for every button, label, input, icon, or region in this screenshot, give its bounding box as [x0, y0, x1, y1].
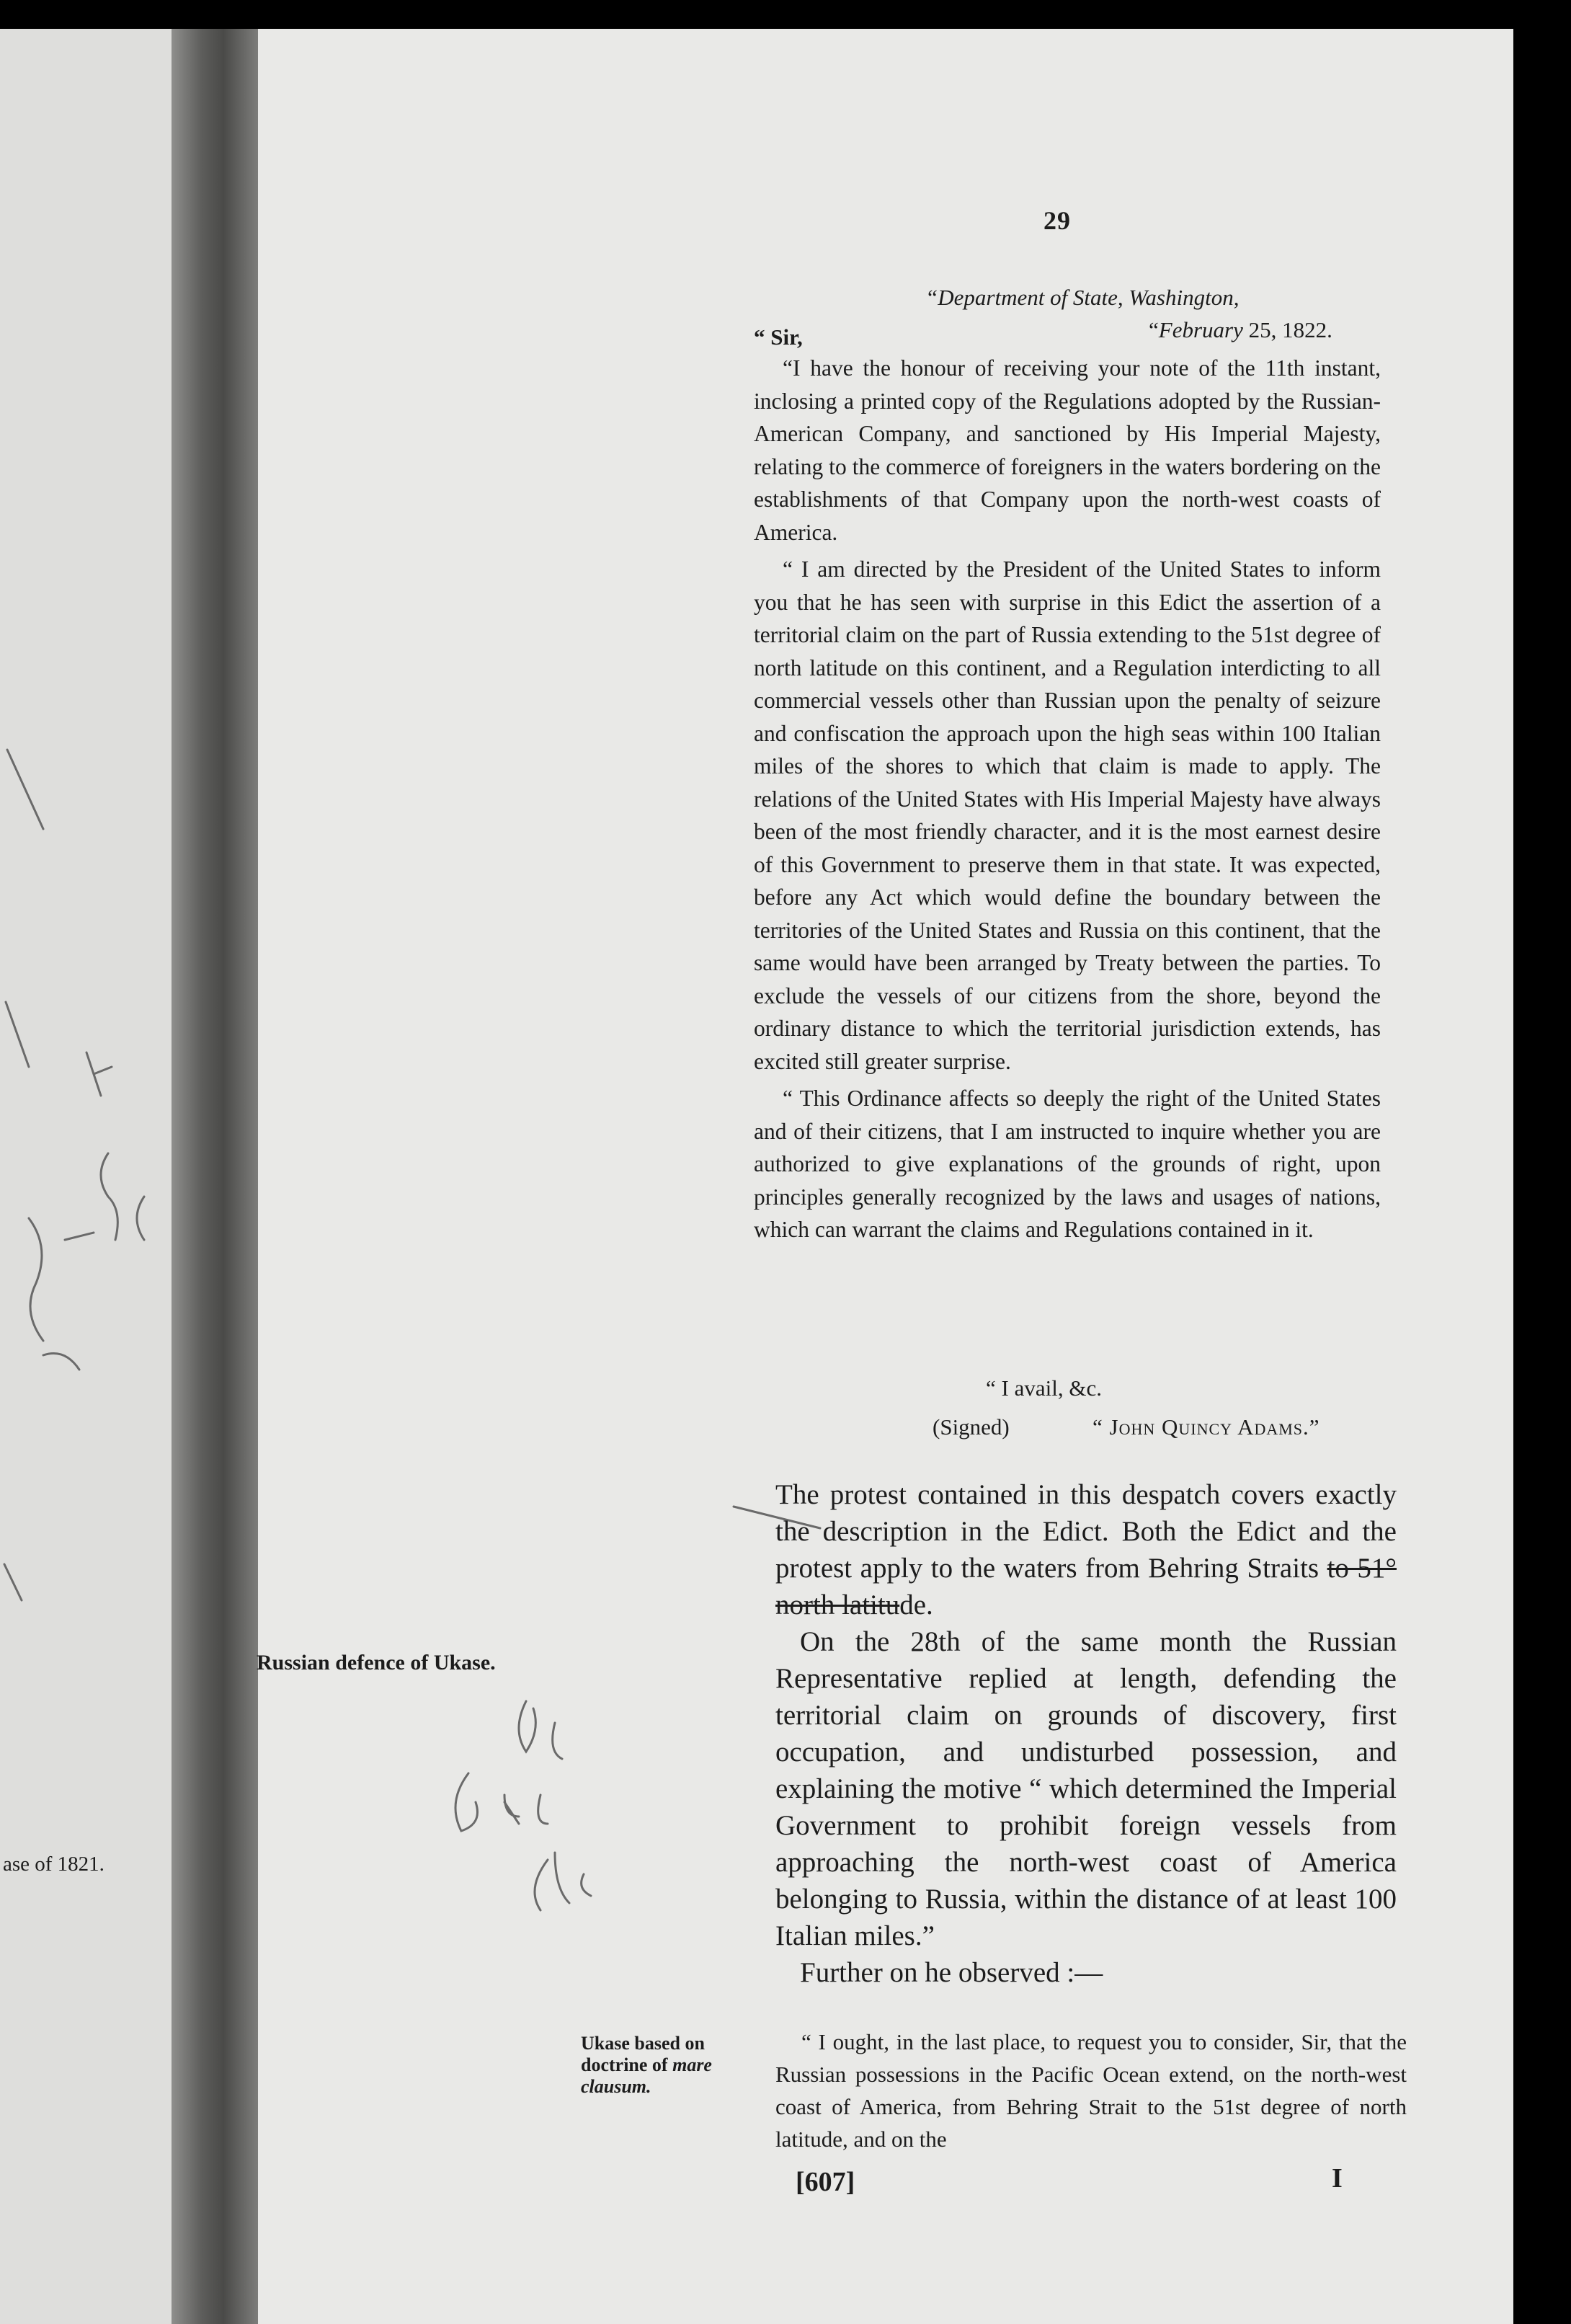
date-rest: 25, 1822.	[1242, 317, 1332, 342]
letter-closing: “ I avail, &c.	[986, 1375, 1102, 1401]
letter-date	[1149, 317, 1332, 343]
letter-paragraph: “ I am directed by the President of the United States to inform you that he has seen with surprise in this Edict the assertion of a territorial claim on the part of Russia extending to the 51st degree of north latitude on this continent, and a Regulation interdicting to all commercial vessels other than Russian upon the penalty of seizure and confiscation the approach upon the high seas within 100 Italian miles of the shores to which that claim is made to apply. The relations of the United States with His Imperial Majesty have always been of the most friendly character, and it is the most earnest desire of this Government to preserve them in that state. It was expected, before any Act which would define the boundary between the territories of the United States and Russia on this continent, that the same would have been arranged by Treaty between the parties. To exclude the vessels of our citizens from the shore, beyond the ordinary distance to which the territorial jurisdiction extends, has excited still greater surprise.	[754, 556, 1381, 1074]
date-prefix: “	[1149, 317, 1159, 342]
body-paragraph: Further on he observed :—	[800, 1957, 1103, 1988]
signed-label: (Signed)	[933, 1414, 1010, 1440]
letter-department-line: “Department of State, Washington,	[925, 285, 1240, 310]
facing-page-fragment: ase of 1821.	[3, 1853, 104, 1876]
quote-paragraph: “ I ought, in the last place, to request you to consider, Sir, that the Russian possessions in the Pacific Ocean extend, on the north-west coast of America, from Behring Strait to the 51st degree of north latitude, and on the	[775, 2029, 1407, 2152]
body-text: The protest contained in this despatch covers exactly the description in the Edict. Both the Edict and the protest apply to the waters from Behring Straits	[775, 1479, 1397, 1584]
signature-mark: [607]	[796, 2167, 855, 2197]
page-number: 29	[1043, 206, 1071, 235]
quoted-reply	[775, 2026, 1407, 2155]
body-paragraph	[775, 1476, 1397, 1623]
body-paragraph: On the 28th of the same month the Russian Representative replied at length, defending the territorial claim on grounds of discovery, first occupation, and undisturbed possession, and explaining the motive “ which determined the Imperial Government to prohibit foreign vessels from approaching the north-west coast of America belonging to Russia, within the distance of at least 100 Italian miles.”	[775, 1626, 1397, 1951]
letter-salutation: “ Sir,	[754, 324, 803, 350]
margin-heading: Russian defence of Ukase.	[257, 1651, 496, 1675]
letter-paragraph: “ This Ordinance affects so deeply the right of the United States and of their citizens, that I am instructed to inquire whether you are authorized to give explanations of the grounds of right, upon principles generally recognized by the laws and usages of nations, which can warrant the claims and Regulations contained in it.	[754, 1086, 1381, 1242]
letter-signer: “ John Quincy Adams.”	[1092, 1414, 1320, 1440]
margin-note-line: clausum.	[581, 2076, 651, 2097]
margin-note-line: Ukase based on	[581, 2033, 705, 2054]
date-month: February	[1158, 317, 1243, 342]
margin-note	[581, 2033, 747, 2098]
letter-paragraph: “I have the honour of receiving your note of the 11th instant, inclosing a printed copy of the Regulations adopted by the Russian-American Company, and sanctioned by His Imperial Majesty, relating to the commerce of foreigners in the waters bordering on the establishments of that Company upon the north-west coasts of America.	[754, 355, 1381, 545]
body-text: de.	[899, 1589, 933, 1620]
struck-text: to 51° north latitu	[775, 1553, 1397, 1620]
sheet-letter: I	[1332, 2163, 1343, 2194]
letter-body	[754, 352, 1381, 1251]
margin-note-line: doctrine of mare	[581, 2054, 712, 2075]
main-text	[775, 1476, 1397, 1991]
